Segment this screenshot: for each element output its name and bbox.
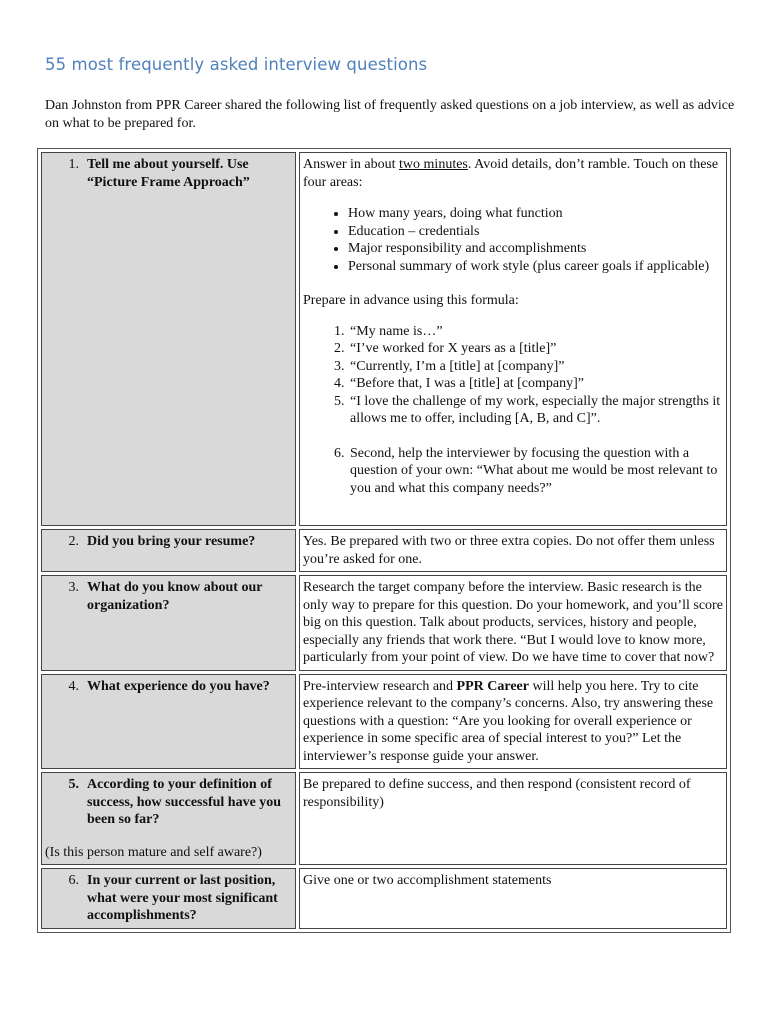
list-item: • How many years, doing what function — [348, 205, 723, 223]
intro-paragraph: Dan Johnston from PPR Career shared the following list of frequently asked questions on a job interview, as well as advice on what to be prepared for. — [45, 98, 735, 131]
answer-cell — [299, 152, 727, 526]
list-item: 4. “Before that, I was a [title] at [company]” — [348, 375, 723, 393]
list-item: • Education – credentials — [348, 223, 723, 241]
list-item: 6. Second, help the interviewer by focusing the question with a question of your own: “What about me would be most relevant to you and what this company needs?” — [348, 445, 723, 498]
question-text: What experience do you have? — [87, 678, 270, 694]
answer-text: Yes. Be prepared with two or three extra copies. Do not offer them unless you’re asked for one. — [303, 534, 715, 567]
answer-cell — [299, 575, 727, 671]
table-row — [41, 529, 727, 572]
list-item: 5. “I love the challenge of my work, especially the major strengths it allows me to offer, including [A, B, and C]”. — [348, 393, 723, 428]
answer-text: Give one or two accomplishment statements — [303, 873, 552, 888]
question-cell — [41, 575, 296, 671]
list-item: • Personal summary of work style (plus career goals if applicable) — [348, 258, 723, 276]
answer-cell — [299, 674, 727, 770]
question-cell — [41, 152, 296, 526]
question-number: 1. — [68, 157, 79, 172]
list-item: • Major responsibility and accomplishments — [348, 240, 723, 258]
underlined-text: two minutes — [399, 157, 468, 172]
question-text: According to your definition of success, how successful have you been so far? — [87, 777, 282, 827]
answer-text: Pre-interview research and PPR Career will help you here. Try to cite experience relevant to the company’s concerns. Also, try answering these questions with a question: “Are you looking for overall experience or experience in some specific area of special interest to you?” Let the interviewer’s response guide your answer. — [303, 678, 714, 764]
answer-cell — [299, 772, 727, 865]
question-number: 6. — [68, 873, 79, 888]
question-cell — [41, 674, 296, 770]
question-text: What do you know about our organization? — [87, 580, 263, 613]
table-row — [41, 152, 727, 526]
answer-text: Research the target company before the interview. Basic research is the only way to prepare for this question. Do your homework, and you’ll score big on this question. Talk about products, services, history and people, especially any friends that work there. “But I would love to know more, particularly from your point of view. Do we have time to cover that now? — [303, 580, 723, 665]
table-row — [41, 868, 727, 929]
numbered-list — [303, 323, 723, 498]
table-row — [41, 575, 727, 671]
question-number: 5. — [68, 777, 79, 792]
question-cell — [41, 529, 296, 572]
table-row — [41, 772, 727, 865]
answer-cell — [299, 868, 727, 929]
question-note: (Is this person mature and self aware?) — [45, 844, 262, 860]
question-text: In your current or last position, what were your most significant accomplishments? — [87, 873, 278, 923]
question-text: Tell me about yourself. Use “Picture Frame Approach” — [87, 157, 250, 190]
brand-name: PPR Career — [456, 678, 529, 694]
questions-table — [37, 148, 731, 933]
question-cell — [41, 772, 296, 865]
question-text: Did you bring your resume? — [87, 534, 256, 549]
bullet-list — [303, 205, 723, 275]
list-item: 1. “My name is…” — [348, 323, 723, 341]
formula-intro: Prepare in advance using this formula: — [303, 293, 519, 308]
question-number: 2. — [68, 534, 79, 549]
table-row — [41, 674, 727, 770]
question-cell — [41, 868, 296, 929]
answer-cell — [299, 529, 727, 572]
list-item: 3. “Currently, I’m a [title] at [company]” — [348, 358, 723, 376]
answer-text: Answer in about two minutes. Avoid details, don’t ramble. Touch on these four areas: — [303, 157, 719, 190]
list-item: 2. “I’ve worked for X years as a [title]” — [348, 340, 723, 358]
answer-text: Be prepared to define success, and then respond (consistent record of responsibility) — [303, 777, 691, 810]
question-number: 3. — [68, 580, 79, 595]
page-title: 55 most frequently asked interview questions — [45, 55, 428, 74]
question-number: 4. — [68, 678, 79, 694]
